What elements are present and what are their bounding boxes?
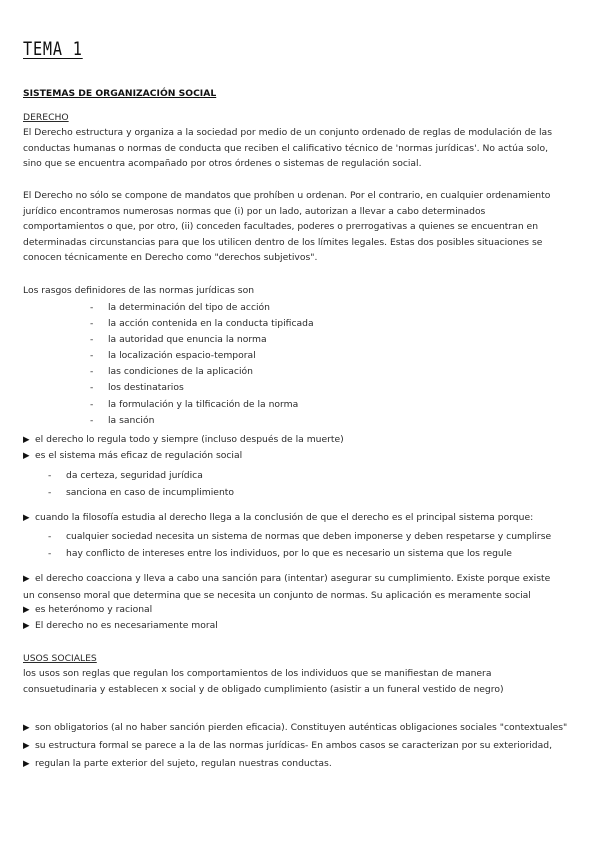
dash-icon: - <box>90 398 94 410</box>
arrow-bullet-icon: ▶ <box>23 605 30 615</box>
list-item: - hay conflicto de intereses entre los individuos, por lo que es necesario un sistema que los regule <box>48 546 551 563</box>
list-item: - da certeza, seguridad jurídica <box>48 468 234 485</box>
bullet-item: ▶ es heterónomo y racional <box>23 602 152 619</box>
arrow-bullet-icon: ▶ <box>23 741 30 751</box>
text-line: determinadas circunstancias para que los utilicen dentro de los límites legales. Estas dos posibles situaciones se <box>23 236 543 248</box>
dash-icon: - <box>48 547 52 559</box>
dash-icon: - <box>48 470 52 481</box>
list-item: - sanciona en caso de incumplimiento <box>48 485 234 502</box>
bullet-item: ▶ su estructura formal se parece a la de las normas jurídicas- En ambos casos se caracterizan por su exterioridad, <box>23 737 567 755</box>
text-line: jurídico encontramos numerosas normas que (i) por un lado, autorizan a llevar a cabo determinados <box>23 205 486 217</box>
arrow-bullet-icon: ▶ <box>23 723 30 733</box>
list-item: - las condiciones de la aplicación <box>90 364 314 380</box>
dash-icon: - <box>90 318 94 330</box>
text-line: comportamientos o que, por otro, (ii) conceden facultades, poderes o prerrogativas a quienes se encuentran en <box>23 221 539 232</box>
bullet-item: ▶ regulan la parte exterior del sujeto, regulan nuestras conductas. <box>23 755 567 773</box>
list-item: - la formulación y la tilficación de la norma <box>90 397 314 413</box>
arrow-bullet-icon: ▶ <box>23 435 30 445</box>
dash-icon: - <box>90 302 94 313</box>
sub-list <box>48 468 234 501</box>
list-item: - la acción contenida en la conducta tipificada <box>90 316 314 332</box>
rasgos-list <box>90 300 314 429</box>
list-item: - los destinatarios <box>90 380 314 396</box>
sub-list <box>48 529 551 562</box>
arrow-bullet-icon: ▶ <box>23 451 30 461</box>
dash-icon: - <box>90 366 94 378</box>
text-line: El Derecho estructura y organiza a la sociedad por medio de un conjunto ordenado de reglas de modulación de las <box>23 127 552 138</box>
list-item: - la autoridad que enuncia la norma <box>90 332 314 348</box>
dash-icon: - <box>90 414 94 426</box>
subheading-usos-sociales: USOS SOCIALES <box>23 653 97 664</box>
dash-icon: - <box>48 531 52 542</box>
list-item: - la determinación del tipo de acción <box>90 300 314 316</box>
paragraph-derecho-1 <box>23 125 552 172</box>
text-line: El Derecho no sólo se compone de mandatos que prohíben u ordenan. Por el contrario, en cualquier ordenamiento <box>23 190 551 201</box>
arrow-bullet-icon: ▶ <box>23 513 30 523</box>
bullet-item: ▶ es el sistema más eficaz de regulación social <box>23 448 242 465</box>
paragraph-derecho-2 <box>23 188 550 266</box>
subheading-derecho: DERECHO <box>23 112 69 123</box>
dash-icon: - <box>90 350 94 362</box>
section-heading: SISTEMAS DE ORGANIZACIÓN SOCIAL <box>23 88 217 99</box>
arrow-bullet-icon: ▶ <box>23 621 30 631</box>
text-line: sino que se encuentra acompañado por otros órdenes o sistemas de regulación social. <box>23 158 422 169</box>
text-line: consuetudinaria y establecen x social y de obligado cumplimiento (asistir a un funeral vestido de negro) <box>23 683 504 695</box>
dash-icon: - <box>90 334 94 346</box>
list-item: - cualquier sociedad necesita un sistema de normas que deben imponerse y deben respetarse y cumplirse <box>48 529 551 546</box>
text-line: conocen técnicamente en Derecho como "derechos subjetivos". <box>23 252 318 263</box>
bullet-item: ▶ el derecho coacciona y lleva a cabo una sanción para (intentar) asegurar su cumplimiento. Existe porque existe un consenso moral que determina que se necesita un conjunto de normas. Su aplicación es meramente social <box>23 571 550 603</box>
arrow-bullet-icon: ▶ <box>23 759 30 769</box>
bullet-item: ▶ El derecho no es necesariamente moral <box>23 618 218 635</box>
text-line: los usos son reglas que regulan los comportamientos de los individuos que se manifiestan de manera <box>23 668 492 679</box>
paragraph-usos <box>23 666 504 697</box>
dash-icon: - <box>90 382 94 394</box>
usos-bullets <box>23 719 567 773</box>
bullet-item: ▶ son obligatorios (al no haber sanción pierden eficacia). Constituyen auténticas obligaciones sociales "contextuales" <box>23 719 567 737</box>
page-title: TEMA 1 <box>23 38 83 60</box>
bullet-item: ▶ el derecho lo regula todo y siempre (incluso después de la muerte) <box>23 432 344 449</box>
list-item: - la localización espacio-temporal <box>90 348 314 364</box>
dash-icon: - <box>48 486 52 498</box>
text-line: conductas humanas o normas de conducta que reciben el calificativo técnico de 'normas jurídicas'. No actúa solo, <box>23 142 549 154</box>
bullet-item: ▶ cuando la filosofía estudia al derecho llega a la conclusión de que el derecho es el principal sistema porque: <box>23 510 533 527</box>
arrow-bullet-icon: ▶ <box>23 574 30 584</box>
rasgos-intro: Los rasgos definidores de las normas jurídicas son <box>23 285 255 296</box>
list-item: - la sanción <box>90 413 314 429</box>
text-line: un consenso moral que determina que se necesita un conjunto de normas. Su aplicación es meramente social <box>23 589 531 601</box>
